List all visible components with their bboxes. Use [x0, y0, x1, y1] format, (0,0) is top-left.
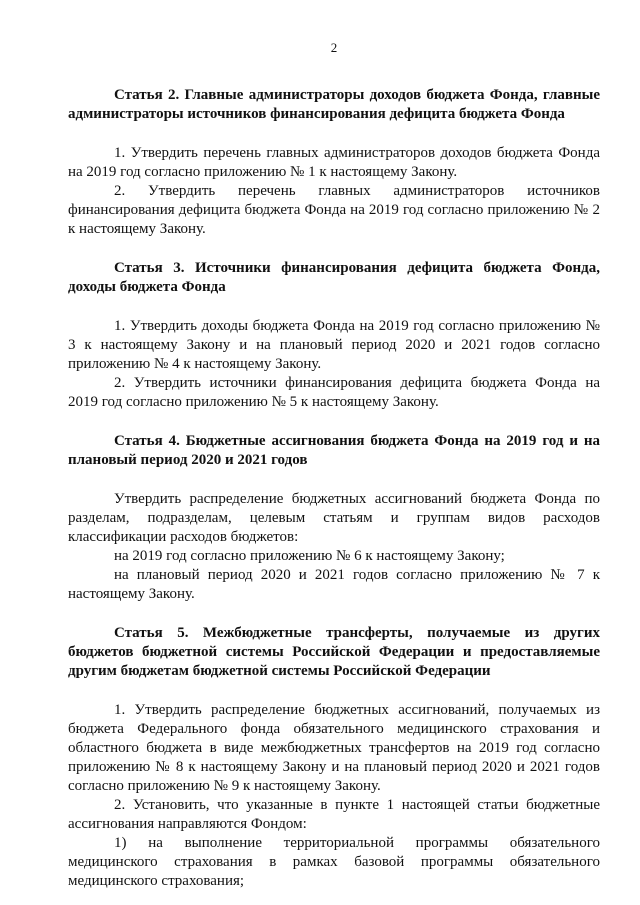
page-number: 2 — [330, 40, 338, 55]
article-3-heading: Статья 3. Источники финансирования дефицита бюджета Фонда, доходы бюджета Фонда — [68, 260, 600, 295]
article-4-paragraph-2: на 2019 год согласно приложению № 6 к настоящему Закону; — [114, 548, 505, 564]
article-2-body — [68, 144, 600, 239]
article-4-paragraph-3: на плановый период 2020 и 2021 годов согласно приложению № 7 к настоящему Закону. — [68, 567, 600, 602]
article-5-heading: Статья 5. Межбюджетные трансферты, получаемые из других бюджетов бюджетной системы Российской Федерации и предоставляемые другим бюджетам бюджетной системы Российской Федерации — [68, 625, 600, 679]
article-2-heading: Статья 2. Главные администраторы доходов бюджета Фонда, главные администраторы источников финансирования дефицита бюджета Фонда — [68, 87, 600, 122]
article-2-paragraph-2: 2. Утвердить перечень главных администраторов источников финансирования дефицита бюджета Фонда на 2019 год согласно приложению № 2 к настоящему Закону. — [68, 183, 600, 237]
article-5-body — [68, 701, 600, 891]
article-3-body — [68, 317, 600, 412]
article-5-paragraph-1: 1. Утвердить распределение бюджетных ассигнований, получаемых из бюджета Федерального фонда обязательного медицинского страхования и областного бюджета в виде межбюджетных трансфертов на 2019 год согласно приложению № 8 к настоящему Закону и на плановый период 2020 и 2021 годов согласно приложению № 9 к настоящему Закону. — [68, 702, 600, 794]
article-3-paragraph-1: 1. Утвердить доходы бюджета Фонда на 2019 год согласно приложению № 3 к настоящему Закону и на плановый период 2020 и 2021 годов согласно приложению № 4 к настоящему Закону. — [68, 318, 600, 372]
article-5-paragraph-3: 1) на выполнение территориальной программы обязательного медицинского страхования в рамках базовой программы обязательного медицинского страхования; — [68, 835, 600, 889]
article-3-paragraph-2: 2. Утвердить источники финансирования дефицита бюджета Фонда на 2019 год согласно приложению № 5 к настоящему Закону. — [68, 375, 600, 410]
article-4-heading: Статья 4. Бюджетные ассигнования бюджета Фонда на 2019 год и на плановый период 2020 и 2021 годов — [68, 433, 600, 468]
article-4-paragraph-1: Утвердить распределение бюджетных ассигнований бюджета Фонда по разделам, подразделам, целевым статьям и группам видов расходов классификации расходов бюджетов: — [68, 491, 600, 545]
article-2-paragraph-1: 1. Утвердить перечень главных администраторов доходов бюджета Фонда на 2019 год согласно приложению № 1 к настоящему Закону. — [68, 145, 600, 180]
article-4-body — [68, 490, 600, 604]
article-5-paragraph-2: 2. Установить, что указанные в пункте 1 настоящей статьи бюджетные ассигнования направляются Фондом: — [68, 797, 600, 832]
